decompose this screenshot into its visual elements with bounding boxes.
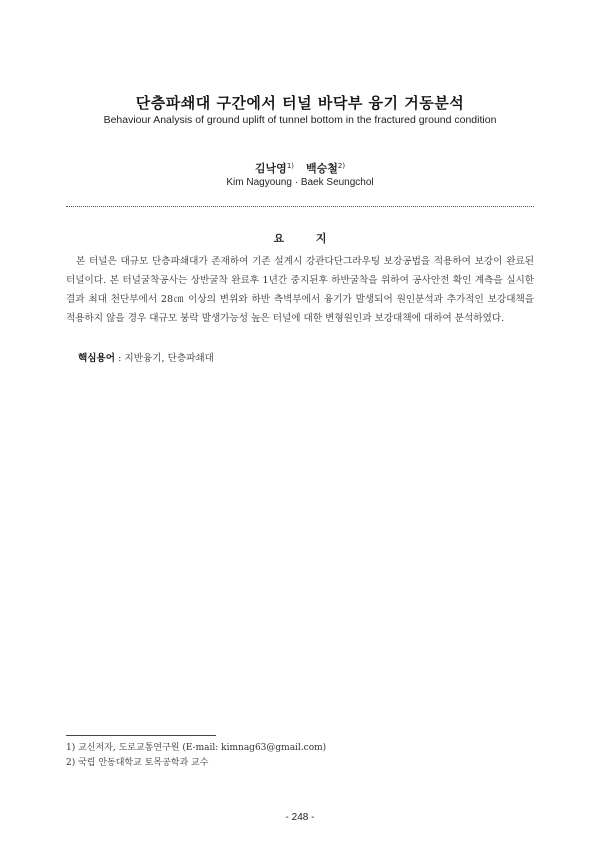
page-number: - 248 -	[285, 812, 315, 823]
section-divider	[66, 206, 534, 207]
footnote-2: 2) 국립 안동대학교 토목공학과 교수	[66, 758, 209, 768]
author-names-korean	[0, 160, 600, 176]
author-2-footnote-mark: 2)	[337, 162, 346, 170]
author-2-name: 백승철	[306, 162, 338, 175]
paper-title: 단층파쇄대 구간에서 터널 바닥부 융기 거동분석	[135, 94, 465, 112]
author-1-footnote-mark: 1)	[286, 162, 294, 170]
abstract-heading: 요 지	[273, 232, 341, 245]
footnotes	[66, 741, 534, 771]
footnote-divider	[66, 735, 216, 736]
abstract-body: 본 터널은 대규모 단층파쇄대가 존재하여 기존 설계시 강관다단그라우팅 보강공법을 적용하여 보강이 완료된 터널이다. 본 터널굴착공사는 상반굴착 완료후 1년간 중지된후 하반굴착을 위하여 공사안전 확인 계측을 실시한 결과 최대 천단부에서 28㎝ 이상의 변위와 하반 측벽부에서 융기가 발생되어 원인분석과 추가적인 보강대책을 적용하지 않을 경우 대규모 붕락 발생가능성 높은 터널에 대한 변형원인과 보강대책에 대하여 분석하였다.	[66, 256, 534, 324]
keywords-value: 지반융기, 단층파쇄대	[124, 353, 214, 364]
author-1-name: 김낙영	[254, 162, 287, 175]
author-names-english: Kim Nagyoung · Baek Seungchol	[226, 177, 374, 188]
footnote-1: 1) 교신저자, 도로교통연구원 (E-mail: kimnag63@gmail.com)	[66, 743, 327, 753]
keywords-line	[78, 350, 534, 364]
keywords-separator: :	[115, 353, 125, 364]
paper-title-english: Behaviour Analysis of ground uplift of tunnel bottom in the fractured ground condition	[103, 114, 497, 126]
keywords-label: 핵심용어	[78, 353, 116, 364]
